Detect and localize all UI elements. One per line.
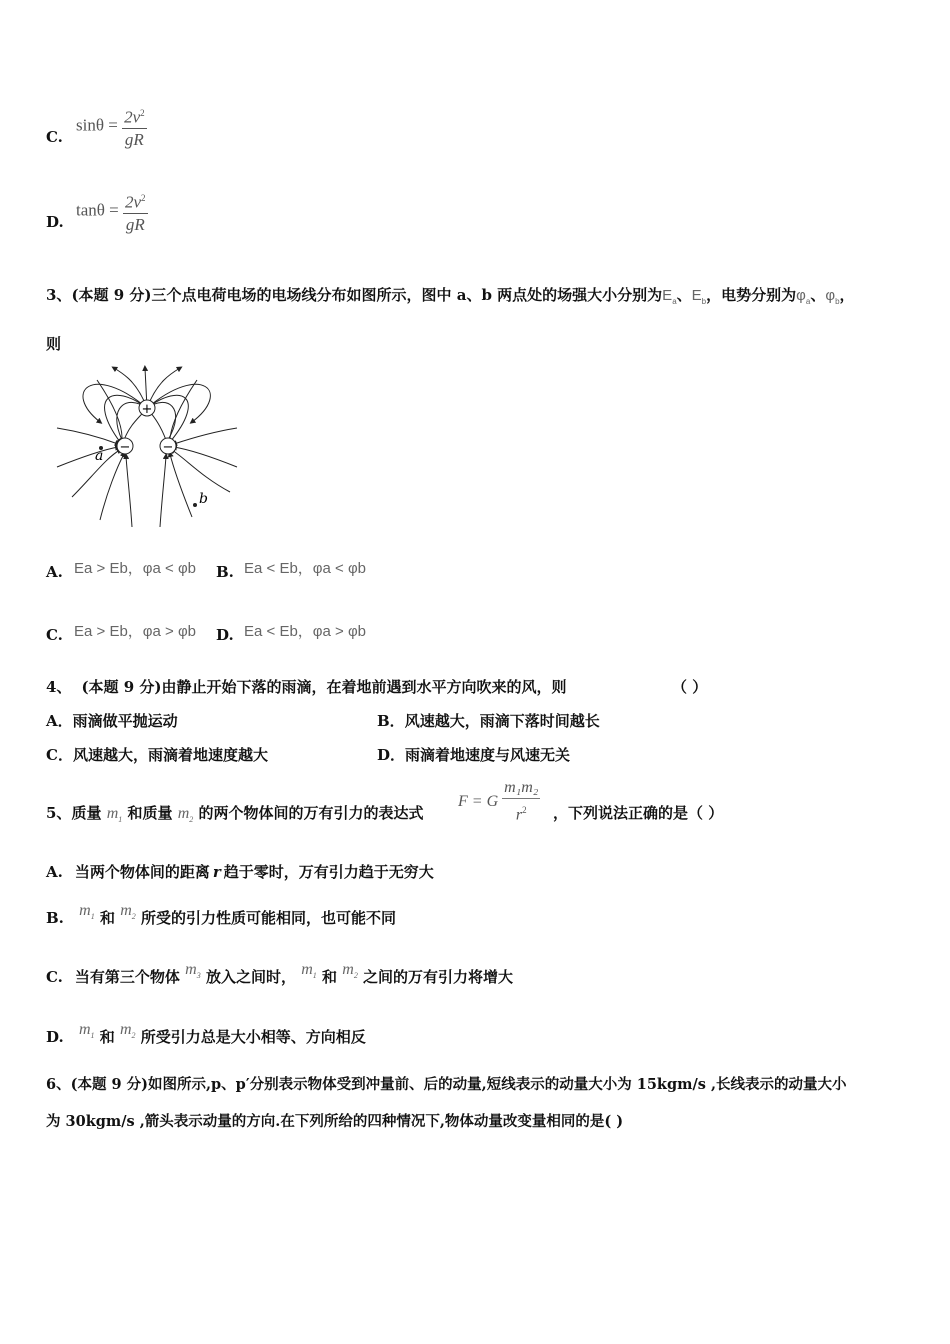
q3-option-a-text: Ea > Eb，φa < φb xyxy=(74,560,197,577)
q4-option-d: D．雨滴着地速度与风速无关 xyxy=(377,746,571,764)
q3-option-c-label: C. xyxy=(46,626,63,644)
q2-option-d-fraction: $\frac{2v^2}{gR}$ xyxy=(123,188,148,236)
q2-option-d-formula xyxy=(76,188,148,236)
q4-answer-bracket: （ ） xyxy=(672,678,708,696)
q5-stem: 5、质量 $m_1$ 和质量 $m_2$ 的两个物体间的万有引力的表达式 xyxy=(46,804,424,825)
q2-option-c-fraction: $\frac{2v^2}{gR}$ xyxy=(122,103,147,151)
q5-option-d: D. $m_1$ 和 $m_2$ 所受引力总是大小相等、方向相反 xyxy=(46,1021,366,1046)
q3-option-c-text: Ea > Eb，φa > φb xyxy=(74,623,197,640)
electric-field-figure xyxy=(52,362,242,532)
q6-stem-line2: 为 30kgm/s ,箭头表示动量的方向.在下列所给的四种情况下,物体动量改变量相同的是( ) xyxy=(46,1113,624,1130)
q5-stem-tail: ，下列说法正确的是（ ） xyxy=(553,804,724,822)
q5-option-a: A. 当两个物体间的距离 r 趋于零时，万有引力趋于无穷大 xyxy=(46,863,434,881)
q2-option-c-label: C. xyxy=(46,128,63,146)
q4-stem: 4、 (本题 9 分)由静止开始下落的雨滴，在着地前遇到水平方向吹来的风，则 xyxy=(46,678,567,696)
negative-charge-left-symbol: − xyxy=(119,440,131,455)
q4-option-b: B．风速越大，雨滴下落时间越长 xyxy=(377,712,600,730)
q3-option-b-label: B. xyxy=(216,563,234,581)
point-b-label: b xyxy=(199,491,208,507)
positive-charge-symbol: + xyxy=(141,402,153,417)
q6-stem-line1: 6、(本题 9 分)如图所示,p、p′分别表示物体受到冲量前、后的动量,短线表示的动量大小为 15kgm/s ,长线表示的动量大小 xyxy=(46,1076,847,1093)
q5-option-b: B. $m_1$ 和 $m_2$ 所受的引力性质可能相同，也可能不同 xyxy=(46,902,396,927)
q2-option-c-lhs: sinθ = xyxy=(76,115,118,135)
q3-option-a-label: A. xyxy=(46,563,63,581)
q4-option-c: C．风速越大，雨滴着地速度越大 xyxy=(46,746,268,764)
q4-option-a: A．雨滴做平抛运动 xyxy=(46,712,178,730)
q5-option-c: C. 当有第三个物体 $m_3$ 放入之间时， $m_1$ 和 $m_2$ 之间的万有引力将增大 xyxy=(46,961,514,986)
negative-charge-right-symbol: − xyxy=(162,440,174,455)
q2-option-c-formula xyxy=(76,103,147,151)
point-a-label: a xyxy=(95,448,104,464)
q5-gravity-formula: F = G $\frac{\text{m₁m₂}}{r^2}$ xyxy=(458,779,539,824)
q3-option-d-text: Ea < Eb，φa > φb xyxy=(244,623,367,640)
q3-option-b-text: Ea < Eb，φa < φb xyxy=(244,560,367,577)
q3-option-d-label: D. xyxy=(216,626,234,644)
q2-option-d-label: D. xyxy=(46,213,64,231)
q3-stem-line2: 则 xyxy=(46,335,62,353)
q3-stem: 3、(本题 9 分)三个点电荷电场的电场线分布如图所示，图中 a、b 两点处的场强大小分别为$E_a$、$E_b$，电势分别为$\varphi_a$、$\varphi_b$， xyxy=(46,286,855,306)
q2-option-d-lhs: tanθ = xyxy=(76,200,119,220)
